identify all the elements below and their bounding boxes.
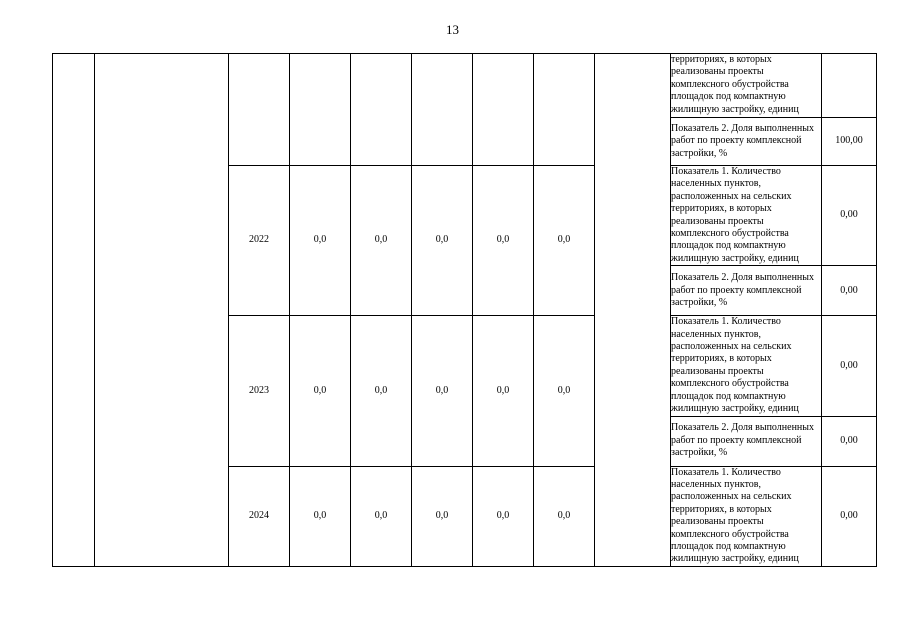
measure-name-cell bbox=[95, 54, 229, 567]
index-cell bbox=[53, 54, 95, 567]
indicator-value: 0,00 bbox=[822, 166, 877, 266]
value-cell: 0,0 bbox=[290, 466, 351, 566]
value-cell: 0,0 bbox=[412, 166, 473, 316]
year-cell bbox=[229, 54, 290, 166]
value-cell: 0,0 bbox=[412, 466, 473, 566]
year-cell: 2024 bbox=[229, 466, 290, 566]
value-cell bbox=[473, 54, 534, 166]
value-cell: 0,0 bbox=[534, 166, 595, 316]
year-cell: 2023 bbox=[229, 316, 290, 466]
indicator-1-text: Показатель 1. Количество населенных пунктов, расположенных на сельских территориях, в которых реализованы проекты комплексного обустройства площадок под компактную жилищную застройку, единиц bbox=[671, 466, 822, 566]
value-cell: 0,0 bbox=[351, 166, 412, 316]
value-cell: 0,0 bbox=[473, 466, 534, 566]
value-cell bbox=[351, 54, 412, 166]
value-cell: 0,0 bbox=[290, 166, 351, 316]
value-cell: 0,0 bbox=[473, 166, 534, 316]
value-cell: 0,0 bbox=[534, 316, 595, 466]
value-cell: 0,0 bbox=[473, 316, 534, 466]
indicator-value bbox=[822, 54, 877, 118]
page-number: 13 bbox=[446, 22, 459, 37]
year-cell: 2022 bbox=[229, 166, 290, 316]
value-cell bbox=[290, 54, 351, 166]
indicator-2-text: Показатель 2. Доля выполненных работ по проекту комплексной застройки, % bbox=[671, 266, 822, 316]
indicator-value: 0,00 bbox=[822, 316, 877, 416]
value-cell: 0,0 bbox=[351, 316, 412, 466]
value-cell: 0,0 bbox=[534, 466, 595, 566]
indicator-1-text: Показатель 1. Количество населенных пунктов, расположенных на сельских территориях, в которых реализованы проекты комплексного обустройства площадок под компактную жилищную застройку, единиц bbox=[671, 316, 822, 416]
indicator-1-text: территориях, в которых реализованы проекты комплексного обустройства площадок под компактную жилищную застройку, единиц bbox=[671, 54, 822, 118]
program-indicators-table bbox=[52, 53, 877, 567]
value-cell bbox=[534, 54, 595, 166]
indicator-value: 0,00 bbox=[822, 416, 877, 466]
indicator-value: 0,00 bbox=[822, 466, 877, 566]
table-row bbox=[53, 54, 877, 118]
indicator-2-text: Показатель 2. Доля выполненных работ по проекту комплексной застройки, % bbox=[671, 416, 822, 466]
value-cell: 0,0 bbox=[412, 316, 473, 466]
value-cell bbox=[412, 54, 473, 166]
executor-cell bbox=[595, 54, 671, 567]
indicator-1-text: Показатель 1. Количество населенных пунктов, расположенных на сельских территориях, в которых реализованы проекты комплексного обустройства площадок под компактную жилищную застройку, единиц bbox=[671, 166, 822, 266]
indicator-value: 0,00 bbox=[822, 266, 877, 316]
indicator-value: 100,00 bbox=[822, 118, 877, 166]
value-cell: 0,0 bbox=[351, 466, 412, 566]
value-cell: 0,0 bbox=[290, 316, 351, 466]
indicator-2-text: Показатель 2. Доля выполненных работ по проекту комплексной застройки, % bbox=[671, 118, 822, 166]
